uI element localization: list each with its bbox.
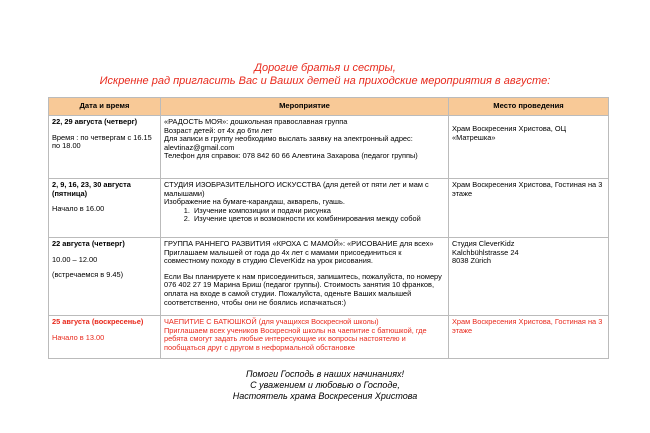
date-cell xyxy=(49,238,161,316)
place-line: Kalchbühlstrasse 24 xyxy=(452,247,519,257)
list-item: 1. Изучение композиции и подачи рисунка xyxy=(192,207,445,216)
contact-phone: Телефон для справок: 078 842 60 66 Алевтина Захарова (педагог группы) xyxy=(164,151,418,161)
list-item: 2. Изучение цветов и возможности их комбинирования между собой xyxy=(192,215,445,224)
event-time: 10.00 – 12.00 xyxy=(52,254,98,264)
event-line: Если Вы планируете к нам присоединиться, запишитесь, пожалуйста, по номеру 076 402 27 19 Марина Бриш (педагог группы). Стоимость занятия 10 франков, оплата на входе в самой студии. Пожалуйста, оденьте Ваших малышей соответственно, чтобы они не боялись испачкаться:) xyxy=(164,271,442,307)
place-line: Студия CleverKidz xyxy=(452,239,515,248)
event-cell xyxy=(161,116,449,179)
place-cell xyxy=(449,116,609,179)
column-header-event: Мероприятие xyxy=(161,98,449,116)
event-note: (встречаемся в 9.45) xyxy=(52,270,124,280)
invitation-line: Искренне рад пригласить Вас и Ваших детей на приходские мероприятия в августе: xyxy=(99,75,551,87)
signature-line: Настоятель храма Воскресения Христова xyxy=(232,390,418,401)
event-time: Начало в 13.00 xyxy=(52,332,105,342)
date-cell xyxy=(49,316,161,359)
place-line: 8038 Zürich xyxy=(452,256,492,266)
place-cell xyxy=(449,316,609,359)
event-cell xyxy=(161,316,449,359)
event-line: Приглашаем малышей от года до 4х лет с мамами присоединиться к совместному походу в студию CleverKidz на урок рисования. xyxy=(164,247,402,266)
event-cell xyxy=(161,179,449,238)
event-title-suffix: (для учащихся Воскресной школы) xyxy=(256,317,379,326)
event-line: Приглашаем всех учеников Воскресной школы на чаепитие с батюшкой, где ребята смогут задать любые интересующие их вопросы настоятелю и пообщаться друг с другом в неформальной обстановке xyxy=(164,325,427,352)
event-place: Храм Воскресения Христова, ОЦ «Матрешка» xyxy=(452,124,567,142)
event-date: 22, 29 августа (четверг) xyxy=(52,117,138,126)
table-header-row xyxy=(49,98,609,116)
date-cell xyxy=(49,179,161,238)
column-header-date: Дата и время xyxy=(49,98,161,116)
event-line: Возраст детей: от 4х до 6ти лет xyxy=(164,125,273,135)
events-table xyxy=(48,97,609,359)
place-cell xyxy=(449,238,609,316)
event-title: «РАДОСТЬ МОЯ»: дошкольная православная группа xyxy=(164,117,348,126)
event-time: Время : по четвергам с 16.15 по 18.00 xyxy=(52,132,152,151)
topics-list xyxy=(164,207,445,224)
event-line: Изображение на бумаге-карандаш, акварель, гуашь. xyxy=(164,197,345,207)
event-title-main: ЧАЕПИТИЕ С БАТЮШКОЙ xyxy=(164,317,257,326)
regards-line: С уважением и любовью о Господе, xyxy=(250,379,400,390)
event-title: СТУДИЯ ИЗОБРАЗИТЕЛЬНОГО ИСКУССТВА (для детей от пяти лет и мам с малышами) xyxy=(164,180,429,198)
event-time: Начало в 16.00 xyxy=(52,204,105,214)
event-place: Храм Воскресения Христова, Гостиная на 3 этаже xyxy=(452,180,603,198)
event-title: ГРУППА РАННЕГО РАЗВИТИЯ «КРОХА С МАМОЙ»: «РИСОВАНИЕ для всех» xyxy=(164,239,434,248)
event-cell xyxy=(161,238,449,316)
table-row xyxy=(49,316,609,359)
blessing-line: Помоги Господь в наших начинаниях! xyxy=(245,369,405,379)
event-date: 22 августа (четверг) xyxy=(52,239,125,248)
table-row xyxy=(49,238,609,316)
date-cell xyxy=(49,116,161,179)
greeting-line: Дорогие братья и сестры, xyxy=(254,62,396,74)
table-row xyxy=(49,179,609,238)
event-date: 25 августа (воскресенье) xyxy=(52,317,144,326)
table-row xyxy=(49,116,609,179)
event-place: Храм Воскресения Христова, Гостиная на 3 этаже xyxy=(452,317,603,335)
contact-email: alevtinaz@gmail.com xyxy=(164,142,235,152)
event-date: 2, 9, 16, 23, 30 августа (пятница) xyxy=(52,180,131,198)
signature-block xyxy=(0,369,650,401)
event-line: Для записи в группу необходимо выслать заявку на электронный адрес: xyxy=(164,134,413,144)
place-cell xyxy=(449,179,609,238)
column-header-place: Место проведения xyxy=(449,98,609,116)
invitation-header xyxy=(0,62,650,88)
